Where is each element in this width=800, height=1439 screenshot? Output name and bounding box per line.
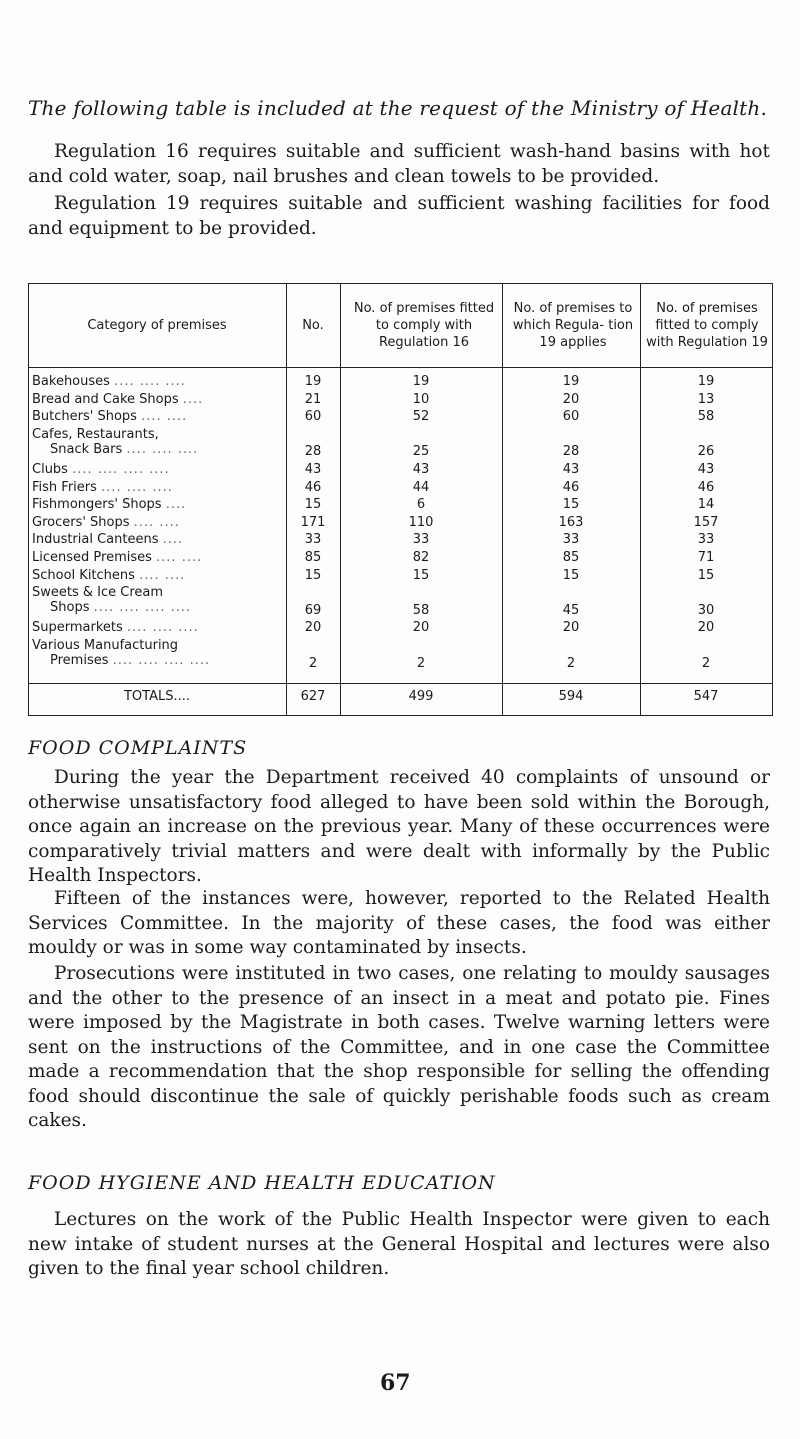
- leader-dots: .... ....: [141, 409, 188, 425]
- table-row: [28, 550, 773, 568]
- row-category-line1: Various Manufacturing: [32, 638, 179, 653]
- row-no: 60: [304, 409, 322, 425]
- header-no: No.: [302, 317, 324, 333]
- row-reg19-applies: 46: [562, 479, 580, 495]
- table-row: [28, 638, 773, 673]
- totals-label: TOTALS....: [123, 689, 191, 704]
- table-row: [28, 532, 773, 550]
- row-category-name: Fishmongers' Shops: [32, 497, 162, 513]
- row-reg19-applies: 43: [562, 462, 580, 477]
- row-category-name: Fish Friers: [32, 479, 97, 495]
- row-reg19: 26: [697, 444, 715, 460]
- row-reg16: 10: [412, 391, 430, 407]
- row-reg19-applies: 163: [558, 514, 584, 530]
- row-no: 2: [308, 655, 318, 671]
- leader-dots: ....: [182, 391, 204, 407]
- premises-table: [28, 283, 773, 716]
- row-no: 46: [304, 479, 322, 495]
- row-category-line1: Sweets & Ice Cream: [32, 585, 164, 601]
- row-category-name: Supermarkets: [32, 620, 123, 636]
- regulation-19-paragraph: Regulation 19 requires suitable and sufficient washing facilities for food and equipment to be provided.: [28, 193, 770, 239]
- row-reg19: 58: [697, 409, 715, 425]
- complaints-paragraph-1: During the year the Department received 40 complaints of unsound or otherwise unsatisfactory food alleged to have been sold within the Borough, once again an increase on the previous year. Many of these occurrences were comparatively trivial matters and were dealt with informally by the Public Health Inspectors.: [28, 767, 770, 886]
- table-row: [28, 374, 773, 392]
- header-fitted-reg19: No. of premises fitted to comply with Regulation 19: [646, 300, 768, 350]
- row-no: 15: [304, 497, 322, 513]
- totals-reg16: 499: [408, 689, 434, 704]
- row-no: 15: [304, 567, 322, 583]
- row-reg19: 43: [697, 462, 715, 477]
- row-category-name: Licensed Premises: [32, 550, 152, 565]
- row-no: 19: [304, 374, 322, 389]
- row-category-name: Butchers' Shops: [32, 409, 137, 425]
- leader-dots: ....: [165, 497, 187, 513]
- row-reg19-applies: 15: [562, 567, 580, 583]
- row-reg19-applies: 15: [562, 497, 580, 513]
- row-no: 20: [304, 620, 322, 636]
- row-reg19: 19: [697, 374, 715, 389]
- header-fitted-reg16: No. of premises fitted to comply with Regulation 16: [353, 300, 495, 350]
- page-number: 67: [380, 1370, 411, 1396]
- row-no: 28: [304, 444, 322, 460]
- leader-dots: .... .... .... ....: [93, 600, 192, 616]
- leader-dots: .... .... .... ....: [112, 653, 211, 668]
- row-reg16: 33: [412, 532, 430, 548]
- totals-no: 627: [300, 689, 326, 704]
- row-no: 21: [304, 391, 322, 407]
- row-reg19-applies: 28: [562, 444, 580, 460]
- row-category-name: Clubs: [32, 462, 68, 477]
- row-reg16: 20: [412, 620, 430, 636]
- row-category: [32, 427, 198, 457]
- row-category-name: Bakehouses: [32, 374, 110, 389]
- row-reg19-applies: 45: [562, 602, 580, 618]
- row-category: [32, 480, 173, 495]
- row-reg19: 13: [697, 391, 715, 407]
- leader-dots: .... ....: [156, 550, 203, 565]
- table-row: [28, 585, 773, 620]
- row-reg19-applies: 20: [562, 391, 580, 407]
- row-reg16: 6: [416, 497, 426, 513]
- row-category: [32, 550, 202, 565]
- leader-dots: .... ....: [133, 514, 180, 530]
- table-row: [28, 392, 773, 410]
- row-reg19: 20: [697, 620, 715, 636]
- leader-dots: .... .... ....: [126, 620, 199, 636]
- row-category: [32, 374, 186, 389]
- regulation-16-paragraph: Regulation 16 requires suitable and sufficient wash-hand basins with hot and cold water, soap, nail brushes and clean towels to be provided.: [28, 141, 770, 187]
- row-reg16: 15: [412, 567, 430, 583]
- food-hygiene-heading: FOOD HYGIENE AND HEALTH EDUCATION: [28, 1172, 496, 1194]
- complaints-paragraph-3: Prosecutions were instituted in two cases, one relating to mouldy sausages and the other to the presence of an insect in a meat and potato pie. Fines were imposed by the Magistrate in both cases. Twelve warning letters were sent on the instructions of the Committee, and in one case the Committee made a recommendation that the shop responsible for selling the offending food should discontinue the sale of quickly perishable foods such as cream cakes.: [28, 963, 770, 1131]
- row-reg19-applies: 85: [562, 550, 580, 565]
- row-category: [32, 409, 187, 424]
- row-category-line1: Cafes, Restaurants,: [32, 426, 159, 442]
- leader-dots: .... ....: [139, 567, 186, 583]
- row-reg19-applies: 33: [562, 532, 580, 548]
- row-reg19: 46: [697, 479, 715, 495]
- row-reg16: 43: [412, 462, 430, 477]
- row-reg16: 25: [412, 444, 430, 460]
- row-reg16: 44: [412, 479, 430, 495]
- row-category: [32, 392, 203, 407]
- row-category-name: School Kitchens: [32, 567, 135, 583]
- row-category-name: Snack Bars: [50, 441, 123, 457]
- row-no: 69: [304, 602, 322, 618]
- header-reg19-applies: No. of premises to which Regula- tion 19 applies: [512, 300, 634, 350]
- hygiene-paragraph: Lectures on the work of the Public Health Inspector were given to each new intake of student nurses at the General Hospital and lectures were also given to the final year school children.: [28, 1209, 770, 1279]
- row-category-name: Industrial Canteens: [32, 532, 159, 548]
- row-no: 85: [304, 550, 322, 565]
- row-no: 171: [300, 514, 326, 530]
- row-reg16: 2: [416, 655, 426, 671]
- row-reg19: 157: [693, 514, 719, 530]
- row-category: [32, 497, 186, 512]
- row-reg16: 82: [412, 550, 430, 565]
- totals-reg19: 547: [693, 689, 719, 704]
- totals-reg19-applies: 594: [558, 689, 584, 704]
- row-reg16: 19: [412, 374, 430, 389]
- row-no: 33: [304, 532, 322, 548]
- row-reg19: 33: [697, 532, 715, 548]
- complaints-paragraph-2: Fifteen of the instances were, however, reported to the Related Health Services Committee. In the majority of these cases, the food was either mouldy or was in some way contaminated by insects.: [28, 888, 770, 958]
- leader-dots: .... .... ....: [101, 479, 173, 495]
- row-reg19: 71: [697, 550, 715, 565]
- row-reg19: 15: [697, 567, 715, 583]
- header-category: Category of premises: [87, 317, 227, 333]
- leader-dots: ....: [162, 532, 184, 548]
- row-category-name: Bread and Cake Shops: [32, 391, 179, 407]
- table-row: [28, 462, 773, 480]
- row-category-name: Grocers' Shops: [32, 514, 130, 530]
- table-row: [28, 497, 773, 515]
- row-category: [32, 515, 180, 530]
- row-category: [32, 638, 210, 668]
- table-row: [28, 620, 773, 638]
- row-reg19-applies: 2: [566, 655, 576, 671]
- row-reg16: 52: [412, 409, 430, 425]
- row-reg19: 2: [701, 655, 711, 671]
- food-complaints-heading: FOOD COMPLAINTS: [28, 737, 248, 759]
- row-reg19-applies: 60: [562, 409, 580, 425]
- row-reg19: 14: [697, 497, 715, 513]
- row-category-name: Premises: [50, 653, 109, 668]
- totals-row: [28, 689, 773, 707]
- table-row: [28, 427, 773, 462]
- row-category: [32, 462, 170, 477]
- row-reg19: 30: [697, 602, 715, 618]
- row-no: 43: [304, 462, 322, 477]
- leader-dots: .... .... .... ....: [72, 462, 170, 477]
- row-category: [32, 532, 183, 547]
- row-category: [32, 568, 185, 583]
- row-reg19-applies: 19: [562, 374, 580, 389]
- row-category-name: Shops: [50, 600, 90, 616]
- row-reg16: 58: [412, 602, 430, 618]
- row-reg19-applies: 20: [562, 620, 580, 636]
- intro-line: The following table is included at the request of the Ministry of Health.: [28, 96, 768, 120]
- leader-dots: .... .... ....: [126, 441, 199, 457]
- leader-dots: .... .... ....: [114, 374, 186, 389]
- table-row: [28, 480, 773, 498]
- table-row: [28, 515, 773, 533]
- table-row: [28, 409, 773, 427]
- row-category: [32, 620, 199, 635]
- row-category: [32, 585, 191, 615]
- row-reg16: 110: [408, 514, 434, 530]
- table-row: [28, 568, 773, 586]
